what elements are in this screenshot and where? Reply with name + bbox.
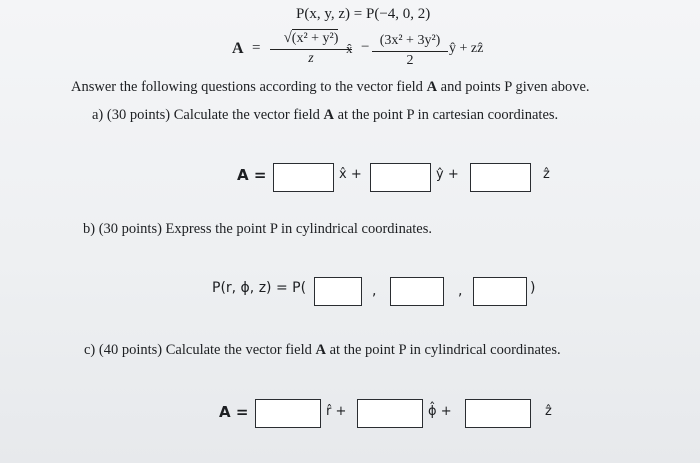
r-unit-label: r̂ +: [326, 404, 347, 419]
comma-separator: ,: [458, 283, 463, 299]
phi-unit-label: ϕ̂ +: [428, 404, 452, 419]
field-label: A: [232, 40, 244, 57]
field-label-bold: A: [426, 79, 438, 95]
sqrt-radicand: (x² + y²): [291, 31, 339, 46]
fraction-bar: [372, 51, 448, 52]
x-unit-vector: x̂: [346, 41, 353, 56]
comma-separator: ,: [372, 283, 377, 299]
fraction-numerator: (3x² + 3y²): [379, 33, 441, 48]
fraction-3x2-over-2: [372, 33, 448, 69]
x-unit-label: x̂ +: [339, 167, 362, 182]
question-a-text: a) (30 points) Calculate the vector field A at the point P in cartesian coordinates.: [92, 107, 559, 123]
answer-b-r-input[interactable]: [314, 277, 362, 306]
equals-sign: =: [252, 40, 261, 56]
answer-c-phi-input[interactable]: [357, 399, 423, 428]
given-point-equation: P(x, y, z) = P(−4, 0, 2): [296, 6, 431, 22]
field-tail-terms: ŷ + zẑ: [449, 41, 484, 56]
y-unit-label: ŷ +: [436, 167, 459, 182]
answer-b-z-input[interactable]: [473, 277, 527, 306]
answer-c-r-input[interactable]: [255, 399, 321, 428]
answer-c-lhs: A =: [219, 403, 249, 421]
instructions-text: Answer the following questions according to the vector field A and points P given above.: [71, 79, 590, 95]
fraction-denominator: 2: [406, 53, 414, 68]
answer-b-phi-input[interactable]: [390, 277, 444, 306]
fraction-denominator: z: [308, 51, 314, 66]
question-b-text: b) (30 points) Express the point P in cylindrical coordinates.: [83, 221, 433, 237]
answer-a-z-input[interactable]: [470, 163, 531, 192]
fraction-sqrt-over-z: [270, 30, 352, 67]
answer-a-y-input[interactable]: [370, 163, 431, 192]
question-c-text: c) (40 points) Calculate the vector field A at the point P in cylindrical coordinates.: [84, 342, 561, 358]
close-paren: ): [530, 280, 536, 296]
answer-a-x-input[interactable]: [273, 163, 334, 192]
z-unit-label: ẑ: [543, 167, 550, 182]
z-unit-label: ẑ: [545, 404, 552, 419]
answer-c-z-input[interactable]: [465, 399, 531, 428]
answer-b-lhs: P(r, ϕ, z) = P(: [212, 280, 307, 296]
answer-a-lhs: A =: [237, 166, 267, 184]
fraction-bar: [270, 49, 352, 50]
sqrt-symbol: √: [283, 30, 292, 46]
minus-sign: −: [361, 39, 370, 55]
